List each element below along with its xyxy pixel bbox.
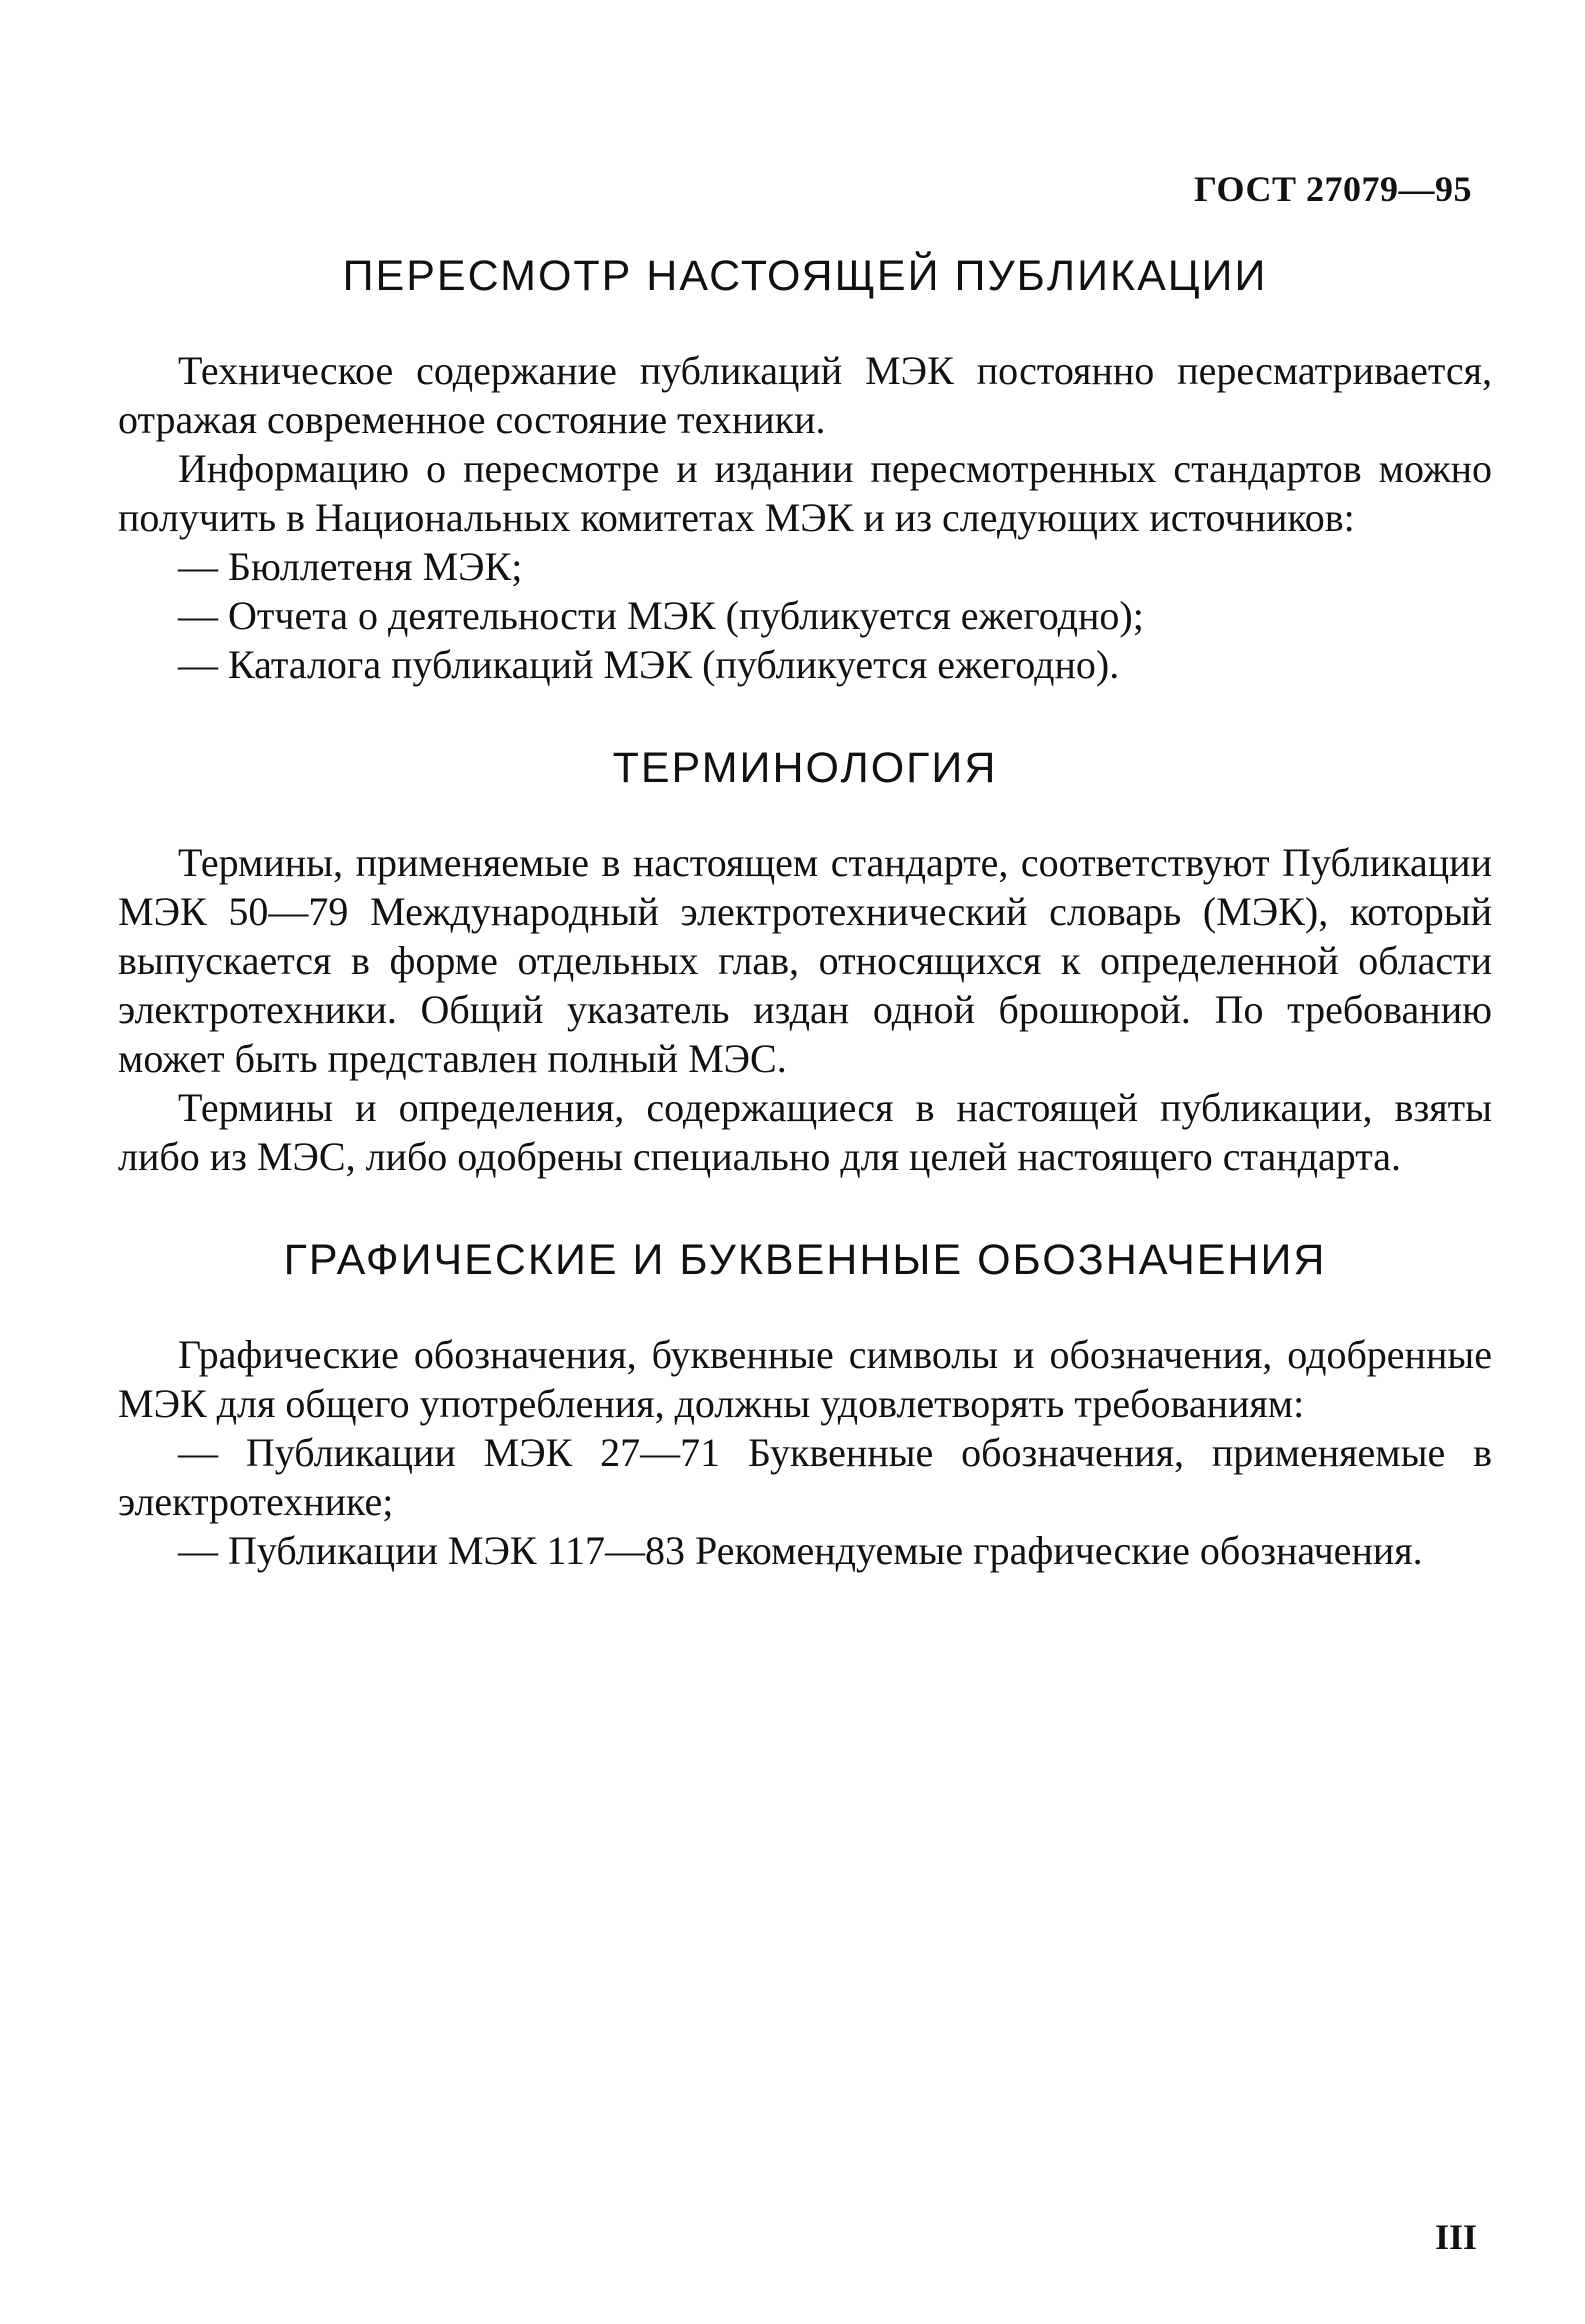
paragraph: Термины и определения, содержащиеся в настоящей публикации, взяты либо из МЭС, либо одобрены специально для целей настоящего стандарта. xyxy=(118,1085,1492,1179)
document-body xyxy=(118,252,1492,1575)
list-item: — Каталога публикаций МЭК (публикуется ежегодно). xyxy=(178,642,1120,687)
list-item: — Бюллетеня МЭК; xyxy=(178,544,523,589)
section-title-symbols: ГРАФИЧЕСКИЕ И БУКВЕННЫЕ ОБОЗНАЧЕНИЯ xyxy=(283,1236,1327,1284)
section-title-revision: ПЕРЕСМОТР НАСТОЯЩЕЙ ПУБЛИКАЦИИ xyxy=(342,252,1268,300)
page-number: III xyxy=(1434,2217,1477,2257)
paragraph: Техническое содержание публикаций МЭК постоянно пересматривается, отражая современное состояние техники. xyxy=(118,348,1492,442)
paragraph: Информацию о пересмотре и издании пересмотренных стандартов можно получить в Национальных комитетах МЭК и из следующих источников: xyxy=(118,446,1492,540)
list-item: — Отчета о деятельности МЭК (публикуется ежегодно); xyxy=(178,593,1144,638)
section-title-terminology: ТЕРМИНОЛОГИЯ xyxy=(612,744,998,792)
document-id: ГОСТ 27079—95 xyxy=(1194,169,1472,209)
list-item: — Публикации МЭК 27—71 Буквенные обозначения, применяемые в электротехнике; xyxy=(118,1430,1492,1524)
paragraph: Термины, применяемые в настоящем стандарте, соответствуют Публикации МЭК 50—79 Международный электротехнический словарь (МЭК), который выпускается в форме отдельных глав, относящихся к определенной области электротехники. Общий указатель издан одной брошюрой. По требованию может быть представлен полный МЭС. xyxy=(118,840,1492,1081)
paragraph: Графические обозначения, буквенные символы и обозначения, одобренные МЭК для общего употребления, должны удовлетворять требованиям: xyxy=(118,1332,1492,1426)
list-item: — Публикации МЭК 117—83 Рекомендуемые графические обозначения. xyxy=(178,1528,1423,1573)
